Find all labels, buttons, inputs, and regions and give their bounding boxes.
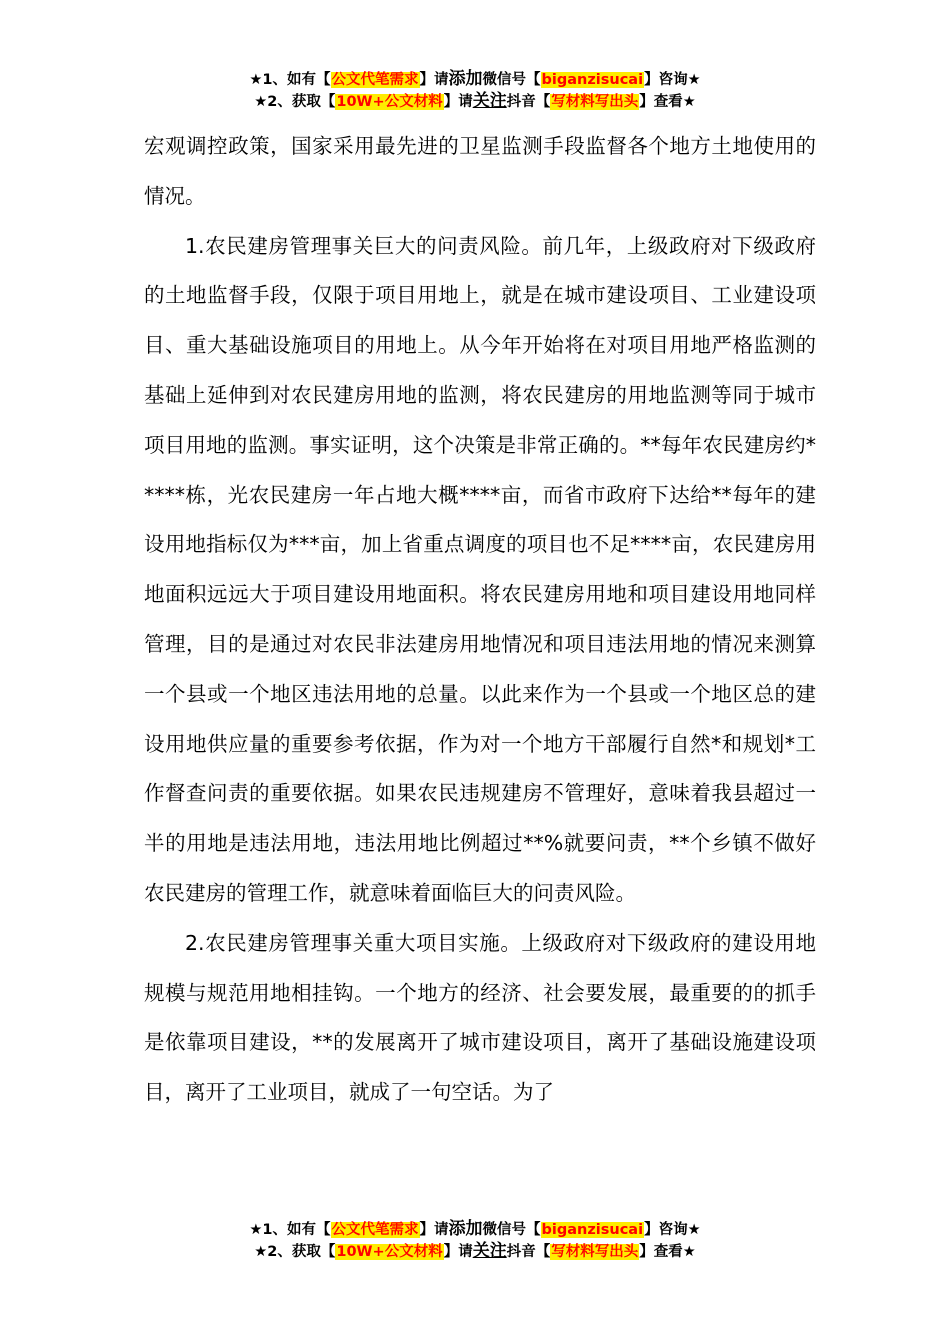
banner-emphasis: 添加 — [448, 69, 483, 89]
footer-line-2 — [0, 1240, 950, 1262]
highlight-materials: 10W+公文材料 — [336, 1244, 443, 1260]
banner-emphasis: 关注 — [472, 91, 507, 111]
banner-text: 】请 — [443, 1244, 473, 1260]
banner-text: 】咨询★ — [644, 1222, 701, 1238]
highlight-wechat-id: biganzisucai — [541, 72, 644, 88]
banner-text: ★1、如有【 — [249, 72, 331, 88]
banner-text: 】请 — [419, 72, 449, 88]
banner-text: 抖音【 — [506, 1244, 551, 1260]
highlight-wechat-id: biganzisucai — [541, 1222, 644, 1238]
paragraph: 宏观调控政策，国家采用最先进的卫星监测手段监督各个地方土地使用的情况。 — [144, 134, 816, 208]
banner-text: ★2、获取【 — [254, 1244, 336, 1260]
document-body — [144, 122, 816, 1118]
banner-emphasis: 关注 — [472, 1241, 507, 1261]
paragraph: 1.农民建房管理事关巨大的问责风险。前几年，上级政府对下级政府的土地监督手段，仅限于项目用地上，就是在城市建设项目、工业建设项目、重大基础设施项目的用地上。从今年开始将在对项目用地严格监测的基础上延伸到对农民建房用地的监测，将农民建房的用地监测等同于城市项目用地的监测。事实证明，这个决策是非常正确的。**每年农民建房约*****栋，光农民建房一年占地大概****亩，而省市政府下达给**每年的建设用地指标仅为***亩，加上省重点调度的项目也不足****亩，农民建房用地面积远远大于项目建设用地面积。将农民建房用地和项目建设用地同样管理，目的是通过对农民非法建房用地情况和项目违法用地的情况来测算一个县或一个地区违法用地的总量。以此来作为一个县或一个地区总的建设用地供应量的重要参考依据，作为对一个地方干部履行自然*和规划*工作督查问责的重要依据。如果农民违规建房不管理好，意味着我县超过一半的用地是违法用地，违法用地比例超过**%就要问责，**个乡镇不做好农民建房的管理工作，就意味着面临巨大的问责风险。 — [144, 233, 816, 905]
footer-line-1 — [0, 1218, 950, 1240]
header-line-1 — [0, 68, 950, 90]
header-line-2 — [0, 90, 950, 112]
banner-emphasis: 添加 — [448, 1219, 483, 1239]
banner-text: 】查看★ — [639, 1244, 696, 1260]
highlight-douyin-account: 写材料写出头 — [551, 94, 639, 110]
footer-banner — [0, 1218, 950, 1262]
banner-text: 微信号【 — [482, 1222, 541, 1238]
banner-text: ★2、获取【 — [254, 94, 336, 110]
highlight-materials: 10W+公文材料 — [336, 94, 443, 110]
highlight-service: 公文代笔需求 — [331, 1222, 419, 1238]
banner-text: ★1、如有【 — [249, 1222, 331, 1238]
paragraph: 2.农民建房管理事关重大项目实施。上级政府对下级政府的建设用地规模与规范用地相挂钩。一个地方的经济、社会要发展，最重要的的抓手是依靠项目建设，**的发展离开了城市建设项目，离开了基础设施建设项目，离开了工业项目，就成了一句空话。为了 — [144, 930, 816, 1105]
banner-text: 抖音【 — [506, 94, 551, 110]
banner-text: 】查看★ — [639, 94, 696, 110]
highlight-service: 公文代笔需求 — [331, 72, 419, 88]
banner-text: 微信号【 — [482, 72, 541, 88]
header-banner — [0, 68, 950, 112]
banner-text: 】请 — [419, 1222, 449, 1238]
banner-text: 】请 — [443, 94, 473, 110]
banner-text: 】咨询★ — [644, 72, 701, 88]
highlight-douyin-account: 写材料写出头 — [551, 1244, 639, 1260]
